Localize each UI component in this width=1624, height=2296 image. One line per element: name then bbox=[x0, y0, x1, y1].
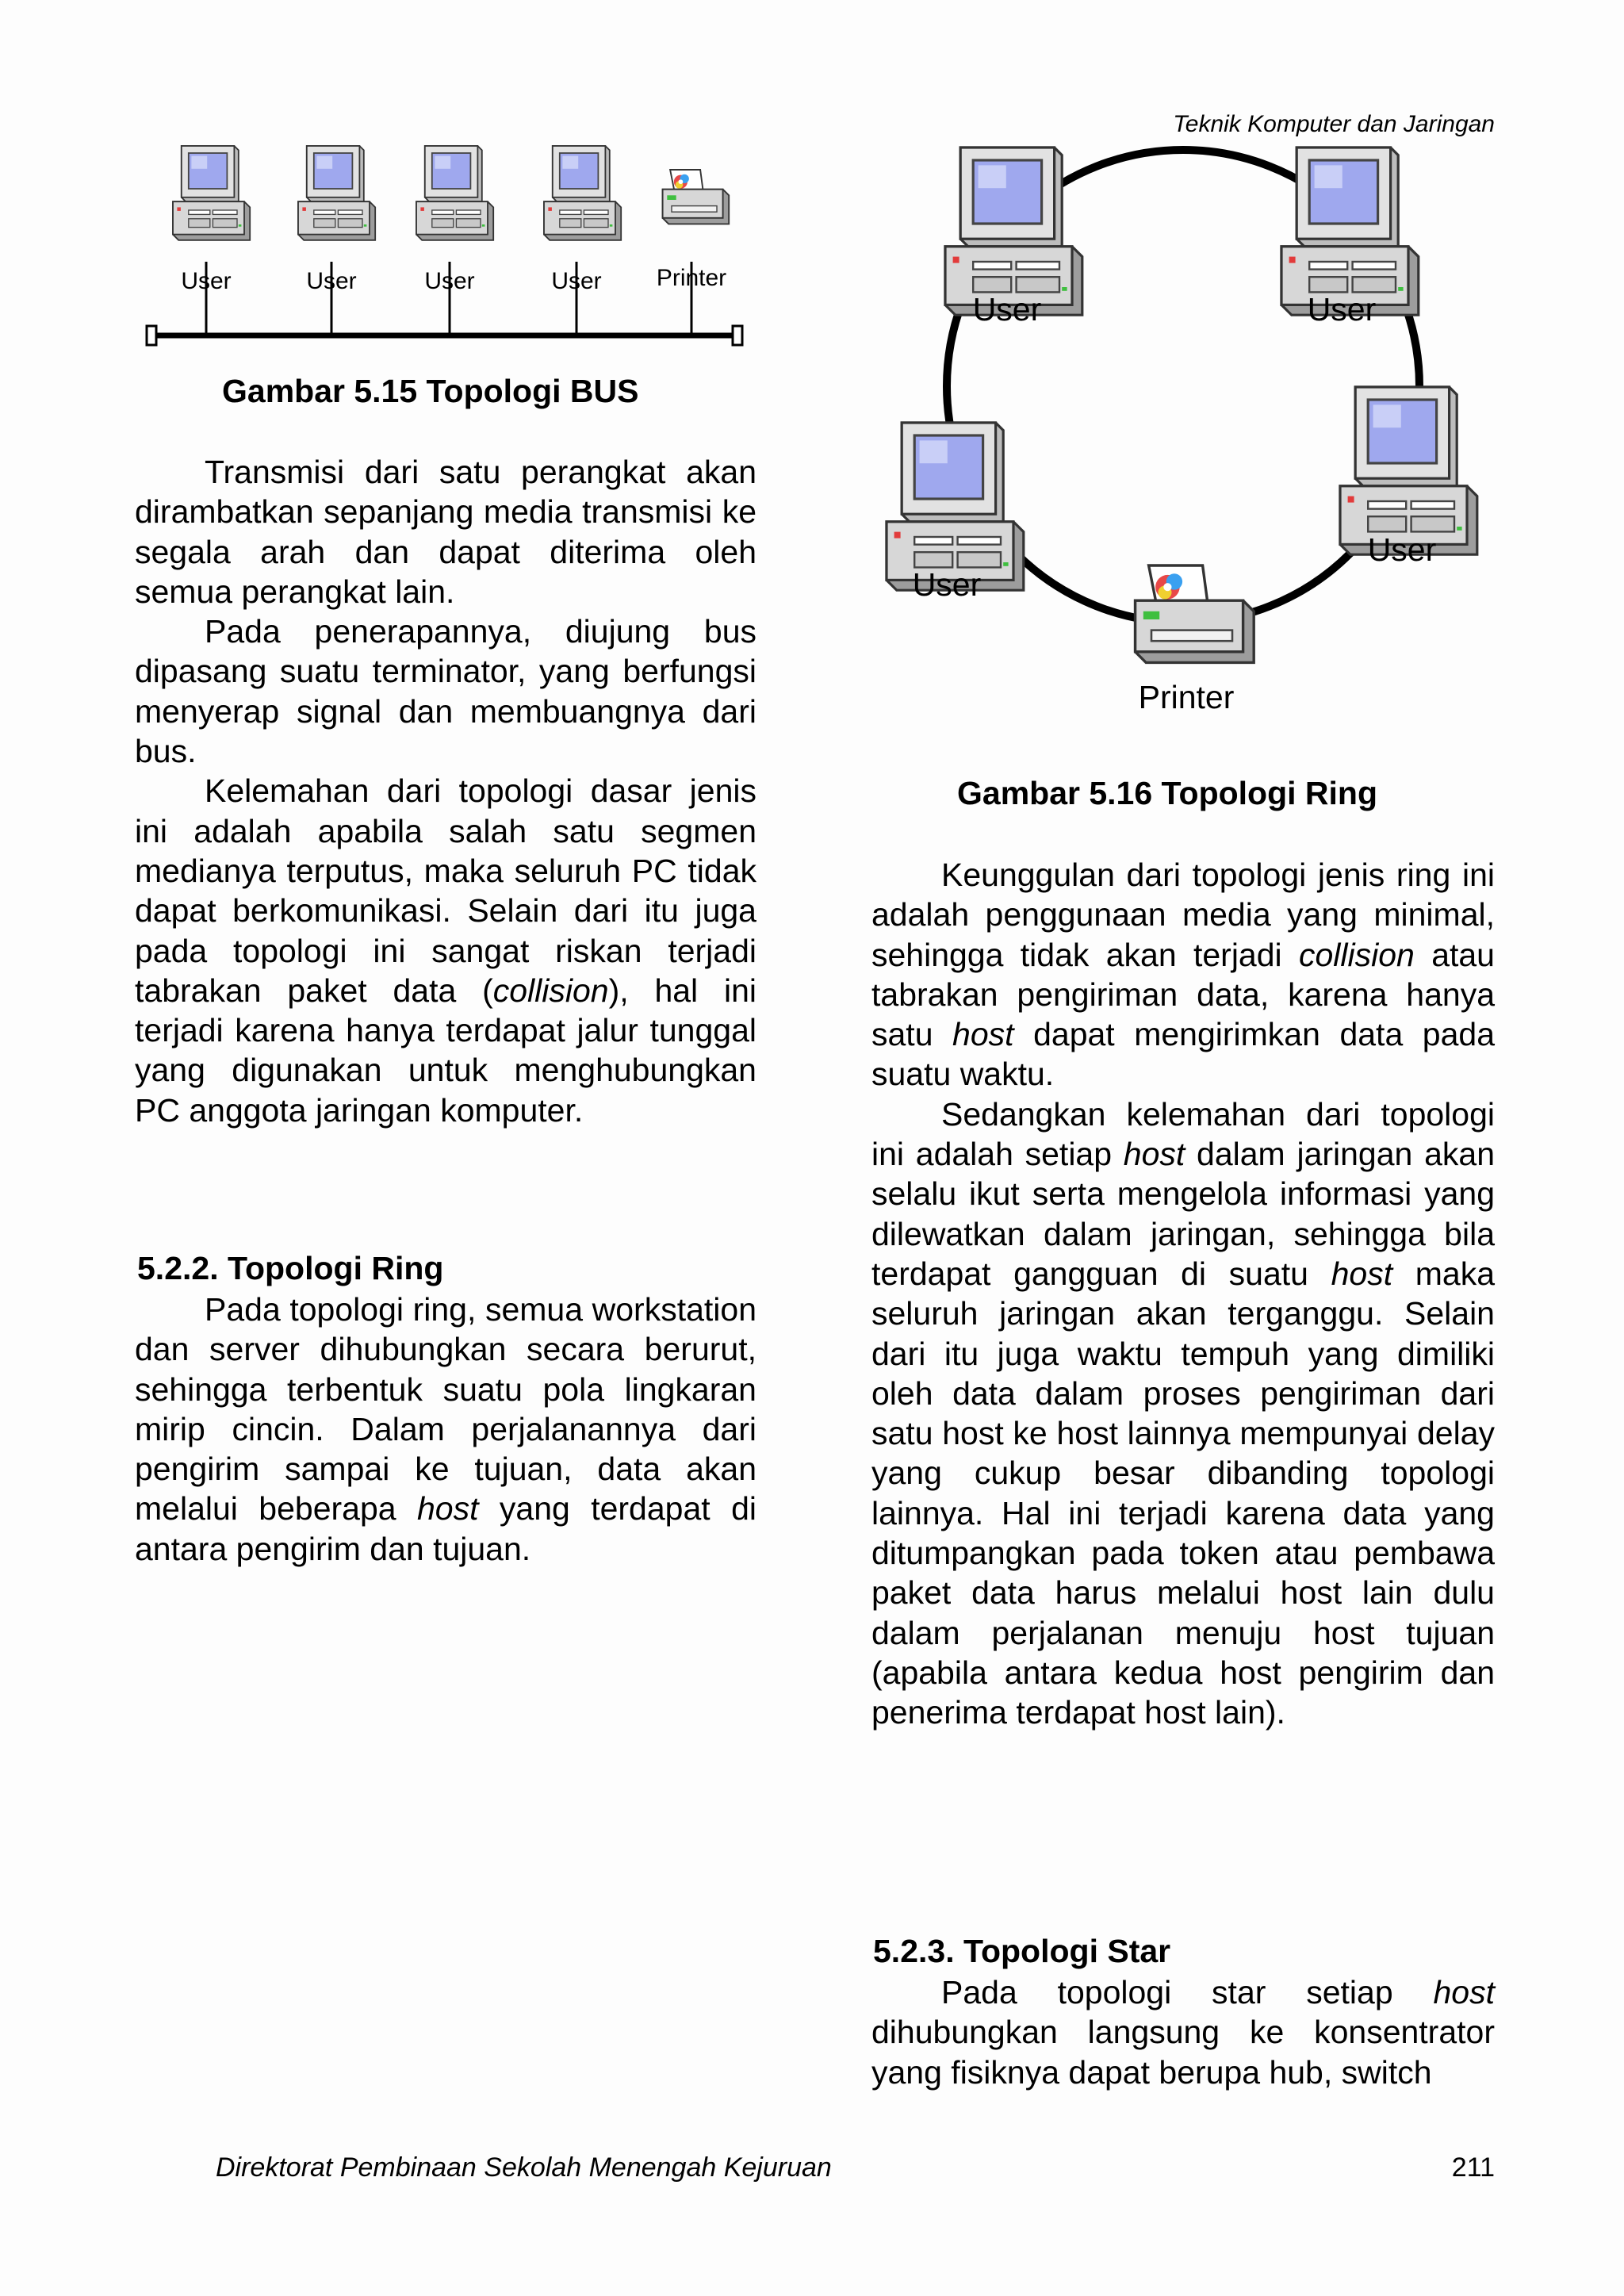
ring-user-left-icon bbox=[887, 423, 1024, 590]
bus-label-user-4: User bbox=[551, 268, 602, 294]
ring-user-top-right-icon bbox=[1281, 148, 1419, 315]
right-column-star-text bbox=[871, 1972, 1495, 2092]
ring-label-user-top-left: User bbox=[972, 291, 1042, 328]
ring-label-user-top-right: User bbox=[1307, 291, 1377, 328]
figure-5-15-caption: Gambar 5.15 Topologi BUS bbox=[222, 373, 639, 409]
paragraph-terminator: Pada penerapannya, diujung bus dipasang suatu terminator, yang berfungsi menyerap signal dan membuangnya dari bus. bbox=[135, 613, 756, 770]
paragraph-ring-weakness: Sedangkan kelemahan dari topologi ini adalah setiap host dalam jaringan akan selalu ikut serta mengelola informasi yang dilewatkan dalam jaringan, sehingga bila terdapat gangguan di suatu host maka seluruh jaringan akan terganggu. Selain dari itu juga waktu tempuh yang dimiliki oleh data dalam proses pengiriman dari satu host ke host lainnya mempunyai delay yang cukup besar dibanding topologi lainnya. Hal ini terjadi karena data yang ditumpangkan pada token atau pembawa paket data harus melalui host lain dulu dalam perjalanan menuju host tujuan (apabila antara kedua host pengirim dan penerima terdapat host lain). bbox=[871, 1095, 1495, 1731]
left-column-top bbox=[135, 452, 756, 1130]
paragraph-bus-weakness: Kelemahan dari topologi dasar jenis ini adalah apabila salah satu segmen medianya terputus, maka seluruh PC tidak dapat berkomunikasi. Selain dari itu juga pada topologi ini sangat riskan terjadi tabrakan paket data (collision), hal ini terjadi karena hanya terdapat jalur tunggal yang digunakan untuk menghubungkan PC anggota jaringan komputer. bbox=[135, 772, 756, 1129]
footer-publisher: Direktorat Pembinaan Sekolah Menengah Kejuruan bbox=[216, 2152, 832, 2183]
right-column-text bbox=[871, 855, 1495, 1733]
running-header: Teknik Komputer dan Jaringan bbox=[1173, 111, 1495, 137]
bus-label-user-3: User bbox=[424, 268, 475, 294]
figure-5-16-caption: Gambar 5.16 Topologi Ring bbox=[957, 775, 1378, 811]
ring-user-top-left-icon bbox=[945, 148, 1082, 315]
bus-label-printer: Printer bbox=[656, 265, 727, 291]
bus-label-user-2: User bbox=[306, 268, 357, 294]
page-number: 211 bbox=[1451, 2152, 1495, 2183]
ring-label-printer: Printer bbox=[1138, 679, 1235, 715]
ring-label-user-left: User bbox=[912, 566, 982, 603]
left-column-ring-text bbox=[135, 1290, 756, 1569]
paragraph-star-intro: Pada topologi star setiap host dihubungkan langsung ke konsentrator yang fisiknya dapat berupa hub, switch bbox=[871, 1974, 1495, 2091]
ring-printer-icon bbox=[1136, 565, 1254, 662]
ring-label-user-right: User bbox=[1367, 531, 1437, 568]
bus-label-user-1: User bbox=[181, 268, 232, 294]
ring-section-heading: 5.2.2. Topologi Ring bbox=[137, 1250, 444, 1286]
ring-user-right-icon bbox=[1340, 387, 1477, 554]
paragraph-ring-advantage: Keunggulan dari topologi jenis ring ini adalah penggunaan media yang minimal, sehingga tidak akan terjadi collision atau tabrakan pengiriman data, karena hanya satu host dapat mengirimkan data pada suatu waktu. bbox=[871, 857, 1495, 1093]
paragraph-transmission: Transmisi dari satu perangkat akan dirambatkan sepanjang media transmisi ke segala arah dan dapat diterima oleh semua perangkat lain. bbox=[135, 454, 756, 610]
star-section-heading: 5.2.3. Topologi Star bbox=[873, 1933, 1171, 1969]
paragraph-ring-intro: Pada topologi ring, semua workstation dan server dihubungkan secara berurut, sehingga terbentuk suatu pola lingkaran mirip cincin. Dalam perjalanannya dari pengirim sampai ke tujuan, data akan melalui beberapa host yang terdapat di antara pengirim dan tujuan. bbox=[135, 1291, 756, 1567]
